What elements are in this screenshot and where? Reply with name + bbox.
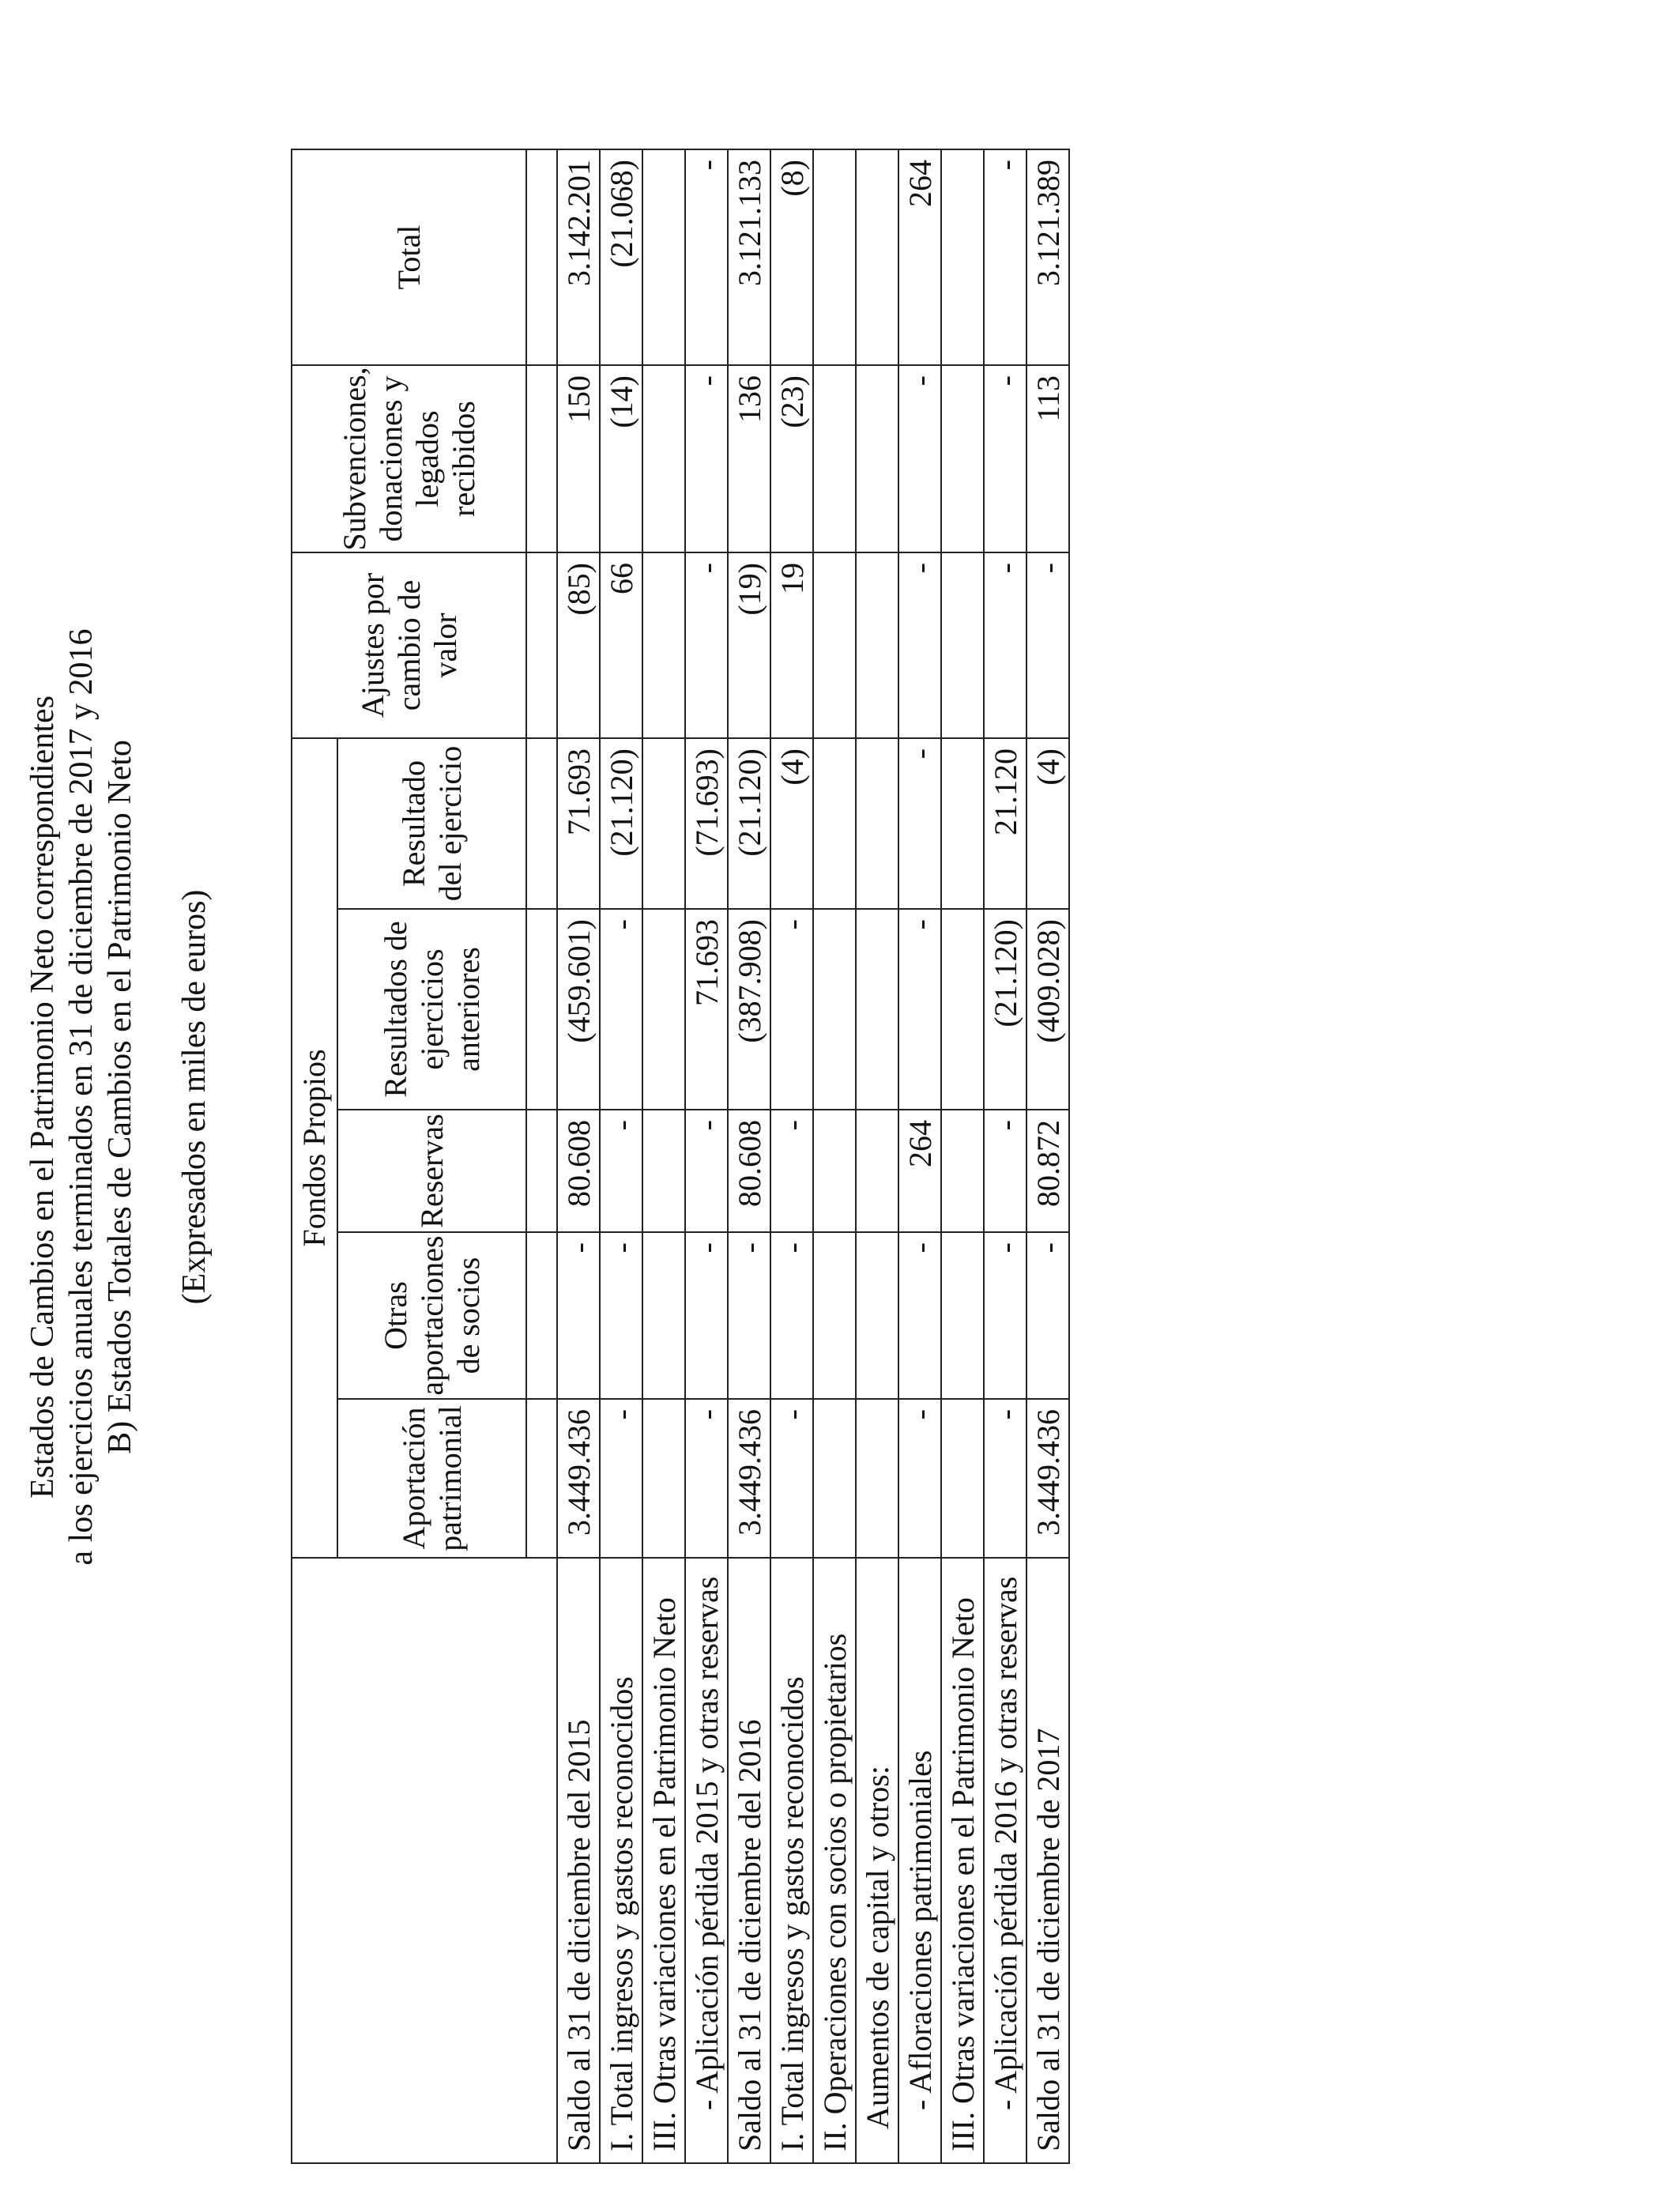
value-cell: - xyxy=(898,1399,941,1558)
value-cell: (8) xyxy=(770,149,813,365)
value-cell xyxy=(856,1232,898,1399)
value-cell: - xyxy=(685,1110,728,1232)
table-row xyxy=(856,149,898,2163)
table-row xyxy=(600,149,642,2163)
value-cell xyxy=(813,1232,856,1399)
value-cell xyxy=(813,738,856,909)
value-cell: 150 xyxy=(557,365,600,552)
value-cell: 80.608 xyxy=(728,1110,770,1232)
row-label: III. Otras variaciones en el Patrimonio Neto xyxy=(642,1558,685,2163)
value-cell: - xyxy=(600,909,642,1110)
spacer-cell xyxy=(526,1232,557,1399)
value-cell: 3.449.436 xyxy=(1026,1399,1069,1558)
row-label: Saldo al 31 de diciembre del 2016 xyxy=(728,1558,770,2163)
value-cell: (459.601) xyxy=(557,909,600,1110)
value-cell: (21.068) xyxy=(600,149,642,365)
value-cell xyxy=(856,365,898,552)
value-cell xyxy=(642,909,685,1110)
table-row xyxy=(984,149,1026,2163)
value-cell: - xyxy=(600,1399,642,1558)
value-cell: 80.872 xyxy=(1026,1110,1069,1232)
value-cell: - xyxy=(1026,1232,1069,1399)
value-cell: 264 xyxy=(898,1110,941,1232)
table-row xyxy=(898,149,941,2163)
value-cell xyxy=(642,1110,685,1232)
title-units-note: (Expresados en miles de euros) xyxy=(176,889,213,1305)
value-cell: 113 xyxy=(1026,365,1069,552)
value-cell xyxy=(856,552,898,738)
value-cell: 71.693 xyxy=(685,909,728,1110)
value-cell: - xyxy=(685,1232,728,1399)
value-cell: (21.120) xyxy=(600,738,642,909)
value-cell: 71.693 xyxy=(557,738,600,909)
col-header-aportacion: Aportación patrimonial xyxy=(337,1399,526,1558)
spacer-cell xyxy=(526,1399,557,1558)
value-cell xyxy=(642,1232,685,1399)
value-cell xyxy=(856,1399,898,1558)
value-cell: 21.120 xyxy=(984,738,1026,909)
value-cell: (21.120) xyxy=(984,909,1026,1110)
value-cell: (387.908) xyxy=(728,909,770,1110)
col-header-ajustes: Ajustes por cambio de valor xyxy=(292,552,526,738)
value-cell: (409.028) xyxy=(1026,909,1069,1110)
header-row-group xyxy=(292,149,337,2163)
value-cell xyxy=(813,1110,856,1232)
value-cell: - xyxy=(600,1110,642,1232)
row-label: Aumentos de capital y otros: xyxy=(856,1558,898,2163)
col-header-subvenciones: Subvenciones, donaciones y legados recibidos xyxy=(292,365,526,552)
value-cell: - xyxy=(770,1232,813,1399)
value-cell: (14) xyxy=(600,365,642,552)
value-cell: - xyxy=(984,149,1026,365)
value-cell: - xyxy=(898,365,941,552)
value-cell: 19 xyxy=(770,552,813,738)
value-cell xyxy=(856,1110,898,1232)
value-cell: 3.449.436 xyxy=(557,1399,600,1558)
value-cell: - xyxy=(898,552,941,738)
value-cell: - xyxy=(984,365,1026,552)
spacer-cell xyxy=(526,909,557,1110)
value-cell: - xyxy=(984,1232,1026,1399)
value-cell xyxy=(941,552,984,738)
col-header-resultados-anteriores: Resultados de ejercicios anteriores xyxy=(337,909,526,1110)
row-label: II. Operaciones con socios o propietarios xyxy=(813,1558,856,2163)
value-cell xyxy=(813,365,856,552)
value-cell: 3.121.133 xyxy=(728,149,770,365)
value-cell: 264 xyxy=(898,149,941,365)
table-body xyxy=(557,149,1069,2163)
value-cell xyxy=(642,552,685,738)
spacer-cell xyxy=(526,365,557,552)
value-cell xyxy=(856,738,898,909)
title-line-2: a los ejercicios anuales terminados en 31 de diciembre de 2017 y 2016 xyxy=(63,628,100,1566)
table-row xyxy=(813,149,856,2163)
value-cell xyxy=(941,1110,984,1232)
value-cell: (4) xyxy=(770,738,813,909)
value-cell: - xyxy=(685,1399,728,1558)
value-cell: 3.121.389 xyxy=(1026,149,1069,365)
value-cell: (71.693) xyxy=(685,738,728,909)
value-cell: 80.608 xyxy=(557,1110,600,1232)
value-cell: - xyxy=(685,149,728,365)
col-header-reservas: Reservas xyxy=(337,1110,526,1232)
col-header-total: Total xyxy=(292,149,526,365)
value-cell: - xyxy=(728,1232,770,1399)
value-cell xyxy=(941,909,984,1110)
row-label: - Aplicación pérdida 2015 y otras reservas xyxy=(685,1558,728,2163)
table-row xyxy=(941,149,984,2163)
value-cell: 3.142.201 xyxy=(557,149,600,365)
row-label: Saldo al 31 de diciembre de 2017 xyxy=(1026,1558,1069,2163)
value-cell: - xyxy=(984,1399,1026,1558)
value-cell: - xyxy=(770,1399,813,1558)
value-cell xyxy=(941,1399,984,1558)
value-cell xyxy=(941,149,984,365)
col-header-otras-aportaciones: Otras aportaciones de socios xyxy=(337,1232,526,1399)
row-label: - Aplicación pérdida 2016 y otras reservas xyxy=(984,1558,1026,2163)
row-label: - Afloraciones patrimoniales xyxy=(898,1558,941,2163)
spacer-cell xyxy=(526,738,557,909)
col-header-resultado-ejercicio: Resultado del ejercicio xyxy=(337,738,526,909)
value-cell: 3.449.436 xyxy=(728,1399,770,1558)
value-cell xyxy=(941,738,984,909)
title-line-1: Estados de Cambios en el Patrimonio Neto correspondientes xyxy=(24,696,61,1498)
row-label: I. Total ingresos y gastos reconocidos xyxy=(600,1558,642,2163)
value-cell xyxy=(813,552,856,738)
value-cell: 136 xyxy=(728,365,770,552)
value-cell xyxy=(813,1399,856,1558)
value-cell xyxy=(941,365,984,552)
row-label: III. Otras variaciones en el Patrimonio Neto xyxy=(941,1558,984,2163)
value-cell: - xyxy=(898,1232,941,1399)
header-corner-cell xyxy=(292,1558,557,2163)
value-cell: - xyxy=(898,738,941,909)
table-row xyxy=(557,149,600,2163)
value-cell xyxy=(856,149,898,365)
value-cell: - xyxy=(984,1110,1026,1232)
fondos-propios-header: Fondos Propios xyxy=(292,738,337,1558)
table-row xyxy=(770,149,813,2163)
spacer-cell xyxy=(526,552,557,738)
value-cell xyxy=(642,738,685,909)
value-cell: (21.120) xyxy=(728,738,770,909)
value-cell: - xyxy=(770,909,813,1110)
spacer-cell xyxy=(526,149,557,365)
table-row xyxy=(685,149,728,2163)
value-cell: (23) xyxy=(770,365,813,552)
row-label: Saldo al 31 de diciembre del 2015 xyxy=(557,1558,600,2163)
value-cell: 66 xyxy=(600,552,642,738)
table-row xyxy=(1026,149,1069,2163)
value-cell: - xyxy=(685,365,728,552)
value-cell: - xyxy=(770,1110,813,1232)
value-cell: - xyxy=(557,1232,600,1399)
table-row xyxy=(728,149,770,2163)
value-cell xyxy=(642,365,685,552)
value-cell xyxy=(813,149,856,365)
row-label: I. Total ingresos y gastos reconocidos xyxy=(770,1558,813,2163)
spacer-cell xyxy=(526,1110,557,1232)
value-cell: (4) xyxy=(1026,738,1069,909)
title-line-3: B) Estados Totales de Cambios en el Patrimonio Neto xyxy=(102,740,138,1454)
table-row xyxy=(642,149,685,2163)
value-cell: (85) xyxy=(557,552,600,738)
value-cell: - xyxy=(1026,552,1069,738)
value-cell xyxy=(642,1399,685,1558)
value-cell: - xyxy=(685,552,728,738)
value-cell xyxy=(941,1232,984,1399)
value-cell: - xyxy=(600,1232,642,1399)
value-cell: - xyxy=(898,909,941,1110)
equity-changes-table xyxy=(291,149,1070,2164)
value-cell: (19) xyxy=(728,552,770,738)
value-cell: - xyxy=(984,552,1026,738)
value-cell xyxy=(856,909,898,1110)
value-cell xyxy=(813,909,856,1110)
value-cell xyxy=(642,149,685,365)
